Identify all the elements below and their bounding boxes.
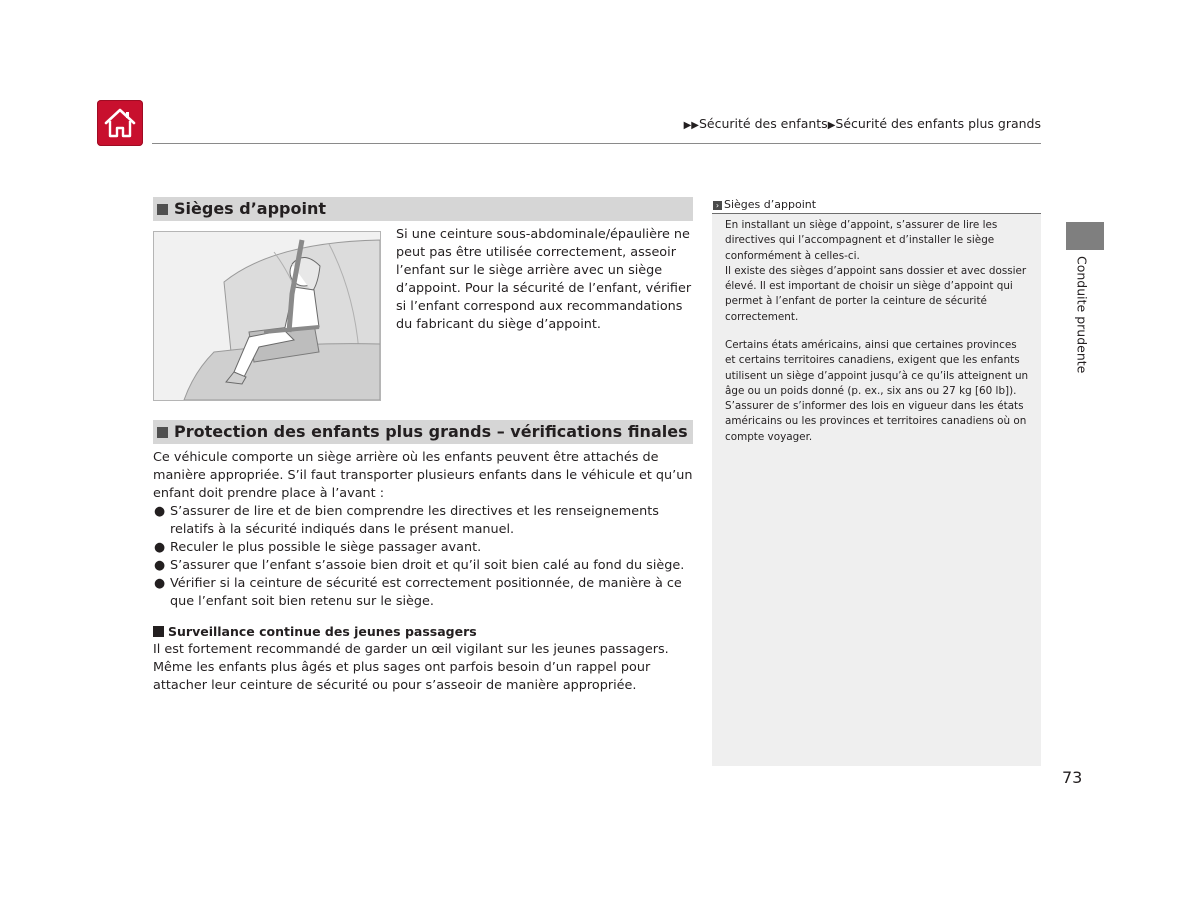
header-divider (152, 143, 1041, 144)
breadcrumb-arrow-icon: ▶▶ (683, 120, 699, 131)
heading-square-icon (157, 204, 168, 215)
home-button[interactable] (97, 100, 143, 146)
bullet-icon: ● (154, 558, 166, 573)
side-note-paragraph-1: En installant un siège d’appoint, s’assurer de lire les directives qui l’accompagnent et d’installer le siège conformément à celles-ci. Il existe des sièges d’appoint sans dossier et avec dossier élevé. Il est important de choisir un siège d’appoint qui permet à l’enfant de porter la ceinture de sécurité correctement. (725, 219, 1027, 323)
section-heading-text: Sièges d’appoint (174, 199, 327, 218)
breadcrumb (684, 116, 1041, 131)
side-note-title (712, 196, 1041, 214)
list-item (153, 575, 698, 611)
list-item-text: S’assurer de lire et de bien comprendre les directives et les renseignements relatifs à la sécurité indiqués dans le présent manuel. (170, 504, 659, 537)
side-note-title-text: Sièges d’appoint (724, 198, 817, 211)
subheading-square-icon (153, 626, 164, 637)
bullet-icon: ● (154, 540, 166, 555)
section-heading-booster-seats (153, 197, 693, 221)
page-number: 73 (1062, 768, 1083, 787)
supervision-paragraph: Il est fortement recommandé de garder un œil vigilant sur les jeunes passagers. Même les enfants plus âgés et plus sages ont parfois besoin d’un rappel pour attacher leur ceinture de sécurité ou pour s’asseoir de manière appropriée. (153, 642, 669, 693)
final-checks-paragraph: Ce véhicule comporte un siège arrière où les enfants peuvent être attachés de manière appropriée. S’il faut transporter plusieurs enfants dans le véhicule et qu’un enfant doit prendre place à l’avant : (153, 450, 693, 501)
chapter-tab-marker[interactable] (1066, 222, 1104, 250)
list-item-text: Vérifier si la ceinture de sécurité est correctement positionnée, de manière à ce que l’enfant soit bien retenu sur le siège. (170, 576, 682, 609)
chapter-tab-label-text: Conduite prudente (1074, 256, 1090, 374)
home-icon (102, 105, 138, 141)
heading-square-icon (157, 427, 168, 438)
bullet-icon: ● (154, 504, 166, 519)
final-checks-list (153, 503, 698, 611)
bullet-icon: ● (154, 576, 166, 591)
booster-seat-illustration (153, 231, 381, 401)
list-item (153, 557, 698, 575)
list-item-text: Reculer le plus possible le siège passager avant. (170, 540, 482, 555)
subheading-text: Surveillance continue des jeunes passagers (168, 624, 477, 639)
breadcrumb-current: Sécurité des enfants plus grands (835, 116, 1041, 131)
list-item-text: S’assurer que l’enfant s’assoie bien droit et qu’il soit bien calé au fond du siège. (170, 558, 685, 573)
section-heading-text: Protection des enfants plus grands – vérifications finales (174, 422, 688, 441)
note-marker-icon: › (713, 201, 722, 210)
list-item (153, 539, 698, 557)
list-item (153, 503, 698, 539)
section-heading-final-checks (153, 420, 693, 444)
breadcrumb-link-child-safety[interactable]: Sécurité des enfants (698, 116, 828, 131)
booster-intro-text: Si une ceinture sous-abdominale/épaulière ne peut pas être utilisée correctement, asseoir l’enfant sur le siège arrière avec un siège d’appoint. Pour la sécurité de l’enfant, vérifier si l’enfant correspond aux recommandations du fabricant du siège d’appoint. (396, 227, 692, 332)
subheading-supervision (153, 624, 477, 639)
side-note-paragraph-2: Certains états américains, ainsi que certaines provinces et certains territoires canadiens, exigent que les enfants utilisent un siège d’appoint jusqu’à ce qu’ils atteignent un âge ou un poids donné (p. ex., six ans ou 27 kg [60 lb]). S’assurer de s’informer des lois en vigueur dans les états américains ou les provinces et territoires canadiens où on compte voyager. (725, 339, 1029, 443)
chapter-tab-label[interactable] (1062, 256, 1102, 386)
breadcrumb-arrow-icon: ▶ (827, 120, 836, 131)
